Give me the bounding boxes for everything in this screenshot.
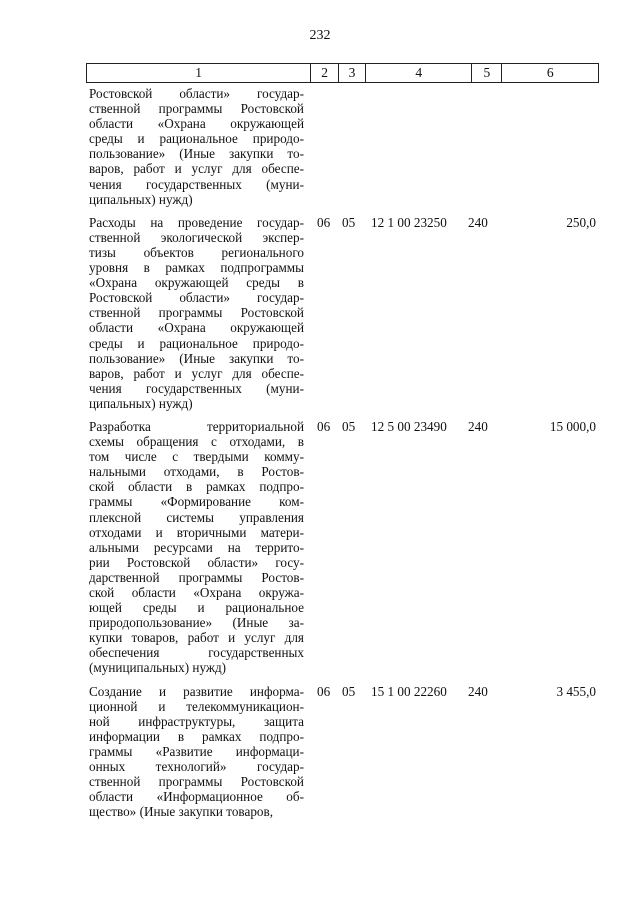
description-line: среды и рациональное природо- — [89, 335, 304, 351]
table-header — [86, 63, 599, 83]
description-line: схемы обращения с отходами, в — [89, 434, 304, 450]
row-description — [86, 215, 304, 411]
section-code: 06 — [317, 214, 331, 230]
description-line: (муниципальных) нужд) — [89, 660, 227, 676]
target-article-code: 12 5 00 23490 — [371, 418, 447, 434]
description-line: ственной экологической экспер- — [89, 229, 304, 245]
description-line: ционной и телекоммуникацион- — [89, 698, 304, 714]
description-line: варов, работ и услуг для обеспе- — [89, 161, 304, 177]
page-number: 232 — [309, 28, 331, 43]
description-line: плексной системы управления — [89, 509, 304, 525]
header-col-6: 6 — [546, 65, 554, 80]
header-col-5: 5 — [472, 64, 502, 82]
description-line: купки товаров, работ и услуг для — [89, 630, 304, 646]
description-line: Разработка территориальной — [89, 418, 304, 434]
description-line: пользование» (Иные закупки то- — [89, 146, 304, 162]
row-description — [86, 419, 304, 676]
header-col-2: 2 — [311, 64, 339, 82]
header-col-1: 1 — [87, 64, 311, 82]
description-line: Расходы на проведение государ- — [89, 214, 304, 230]
description-line: области «Информационное об- — [89, 789, 304, 805]
description-line: ственной программы Ростовской — [89, 774, 304, 790]
table-body — [86, 86, 599, 827]
table-row — [86, 684, 599, 820]
header-col-4: 4 — [366, 64, 473, 82]
description-line: Ростовской области» государ- — [89, 290, 304, 306]
description-line: Создание и развитие информа- — [89, 683, 304, 699]
amount: 250,0 — [566, 214, 596, 230]
table-row — [86, 419, 599, 676]
description-line: граммы «Формирование ком- — [89, 494, 304, 510]
expense-type-code: 240 — [468, 683, 488, 699]
description-line: среды и рациональное природо- — [89, 131, 304, 147]
description-line: нальными отходами, в Ростов- — [89, 464, 304, 480]
subsection-code: 05 — [342, 418, 356, 434]
description-line: рии Ростовской области» госу- — [89, 554, 304, 570]
description-line: щество» (Иные закупки товаров, — [89, 804, 274, 820]
description-line: ципальных) нужд) — [89, 191, 193, 207]
description-line: чения государственных (муни- — [89, 380, 304, 396]
description-line: чения государственных (муни- — [89, 176, 304, 192]
description-line: «Охрана окружающей среды в — [89, 275, 304, 291]
description-line: отходами и вторичными матери- — [89, 524, 304, 540]
amount: 3 455,0 — [556, 683, 596, 699]
table-row — [86, 86, 599, 207]
description-line: обеспечения государственных — [89, 645, 304, 661]
description-line: тизы объектов регионального — [89, 244, 304, 260]
description-line: варов, работ и услуг для обеспе- — [89, 365, 304, 381]
header-col-3: 3 — [339, 64, 366, 82]
description-line: ющей среды и рациональное — [89, 600, 304, 616]
description-line: дарственной программы Ростов- — [89, 569, 304, 585]
row-description — [86, 684, 304, 820]
description-line: уровня в рамках подпрограммы — [89, 260, 304, 276]
description-line: альными ресурсами на террито- — [89, 539, 304, 555]
amount: 15 000,0 — [549, 418, 596, 434]
description-line: онных технологий» государ- — [89, 759, 304, 775]
description-line: пользование» (Иные закупки то- — [89, 350, 304, 366]
target-article-code: 12 1 00 23250 — [371, 214, 447, 230]
section-code: 06 — [317, 418, 331, 434]
table-row — [86, 215, 599, 411]
description-line: ципальных) нужд) — [89, 395, 193, 411]
description-line: ской области в рамках подпро- — [89, 479, 304, 495]
description-line: ственной программы Ростовской — [89, 101, 304, 117]
expense-type-code: 240 — [468, 418, 488, 434]
description-line: природопользование» (Иные за- — [89, 615, 304, 631]
section-code: 06 — [317, 683, 331, 699]
description-line: ской области «Охрана окружа- — [89, 585, 304, 600]
expense-type-code: 240 — [468, 214, 488, 230]
description-line: том числе с твердыми комму- — [89, 449, 304, 465]
description-line: граммы «Развитие информаци- — [89, 743, 304, 759]
description-line: области «Охрана окружающей — [89, 116, 304, 132]
row-description — [86, 86, 304, 207]
subsection-code: 05 — [342, 683, 356, 699]
description-line: области «Охрана окружающей — [89, 320, 304, 336]
description-line: ной инфраструктуры, защита — [89, 713, 304, 729]
description-line: информации в рамках подпро- — [89, 728, 304, 744]
subsection-code: 05 — [342, 214, 356, 230]
target-article-code: 15 1 00 22260 — [371, 683, 447, 699]
description-line: ственной программы Ростовской — [89, 305, 304, 321]
description-line: Ростовской области» государ- — [89, 86, 304, 101]
